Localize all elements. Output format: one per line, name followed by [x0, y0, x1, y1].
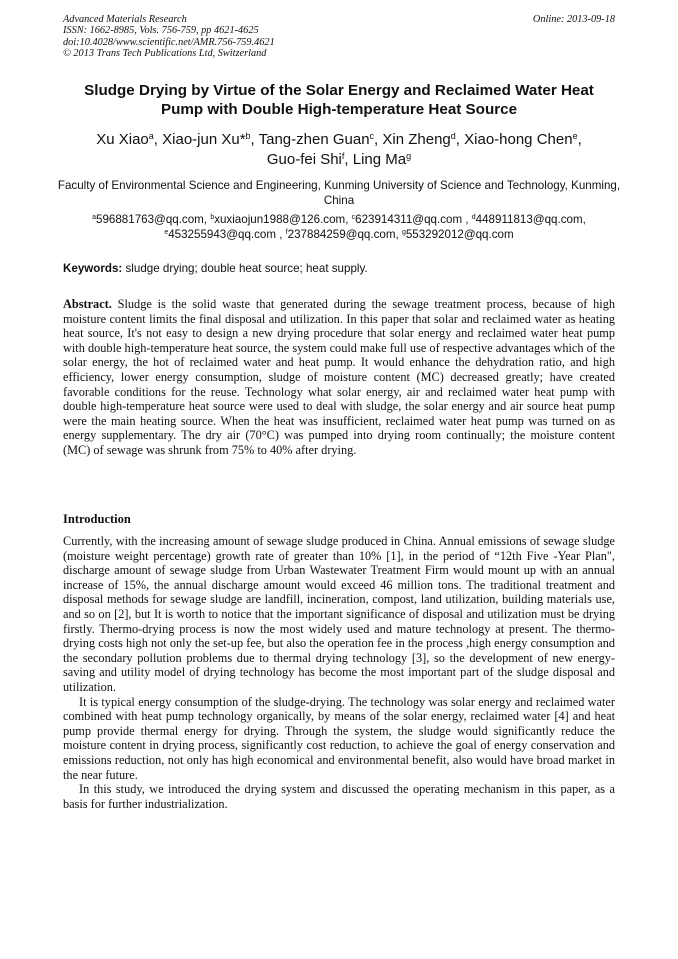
issn-line: ISSN: 1662-8985, Vols. 756-759, pp 4621-4625 — [63, 25, 259, 37]
author: Xiao-hong Chen$^e$ — [464, 131, 578, 148]
online-date: Online: 2013-09-18 — [532, 14, 615, 25]
abstract-label: Abstract. — [63, 297, 112, 311]
email[interactable]: $^a$596881763@qq.com — [92, 213, 204, 226]
author: Xiao-jun Xu*$^b$ — [162, 131, 251, 148]
author: Tang-zhen Guan$^c$ — [258, 131, 375, 148]
email[interactable]: $^c$623914311@qq.com — [351, 213, 463, 226]
paper-title — [40, 81, 638, 119]
keywords-text: sludge drying; double heat source; heat supply. — [122, 262, 368, 275]
email-list: $^a$596881763@qq.com, $^b$xuxiaojun1988@126.com, $^c$623914311@qq.com , $^d$448911813@qq.com, $^e$453255943@qq.com , $^f$237884259@qq.com, $^g$553292012@qq.com — [92, 213, 586, 241]
journal-header — [63, 14, 615, 59]
section-heading-introduction: Introduction — [63, 512, 131, 526]
author: Ling Ma$^g$ — [352, 151, 412, 168]
paragraph: In this study, we introduced the drying system and discussed the operating mechanism in this paper, as a basis for further industrialization. — [63, 782, 615, 811]
email[interactable]: $^d$448911813@qq.com — [471, 213, 583, 226]
email[interactable]: $^e$453255943@qq.com — [164, 228, 277, 241]
journal-name: Advanced Materials Research — [63, 14, 187, 25]
introduction-body — [63, 534, 615, 811]
email[interactable]: $^f$237884259@qq.com — [285, 228, 396, 241]
copyright-line: © 2013 Trans Tech Publications Ltd, Switzerland — [63, 47, 267, 59]
email[interactable]: $^g$553292012@qq.com — [401, 228, 514, 241]
title-line-1: Sludge Drying by Virtue of the Solar Energy and Reclaimed Water Heat — [84, 82, 594, 99]
title-line-2: Pump with Double High-temperature Heat Source — [160, 101, 518, 118]
author: Xu Xiao$^a$ — [96, 131, 154, 148]
email[interactable]: $^b$xuxiaojun1988@126.com — [210, 213, 346, 226]
paragraph: It is typical energy consumption of the sludge-drying. The technology was solar energy and reclaimed water combined with heat pump technology organically, by means of the solar energy, reclaimed water [4] and heat pump provide thermal energy for drying. Through the system, the sludge would significantly reduce the moisture content in drying process, significantly cost reduction, to achieve the goal of energy conservation and emissions reduction, not only has high economical and environmental benefit, also would have broad market in the near future. — [63, 694, 615, 782]
author: Xin Zheng$^d$ — [382, 131, 456, 148]
abstract-text: Sludge is the solid waste that generated during the sewage treatment process, because of high moisture content limits the final disposal and utilization. In this paper that solar and reclaimed water as heating heat source, It's not easy to design a new drying procedure that solar energy and reclaimed water heat pump with double high-temperature heat source, the system could make full use of respective advantages which of the solar energy, the hot of reclaimed water and heat pump. It would enhance the dehydration ratio, and high efficiency, lower energy consumption, sludge of moisture content (MC) decreased greatly; have created favorable conditions for the reuse. Technology what solar energy, air and reclaimed water heat pump with double high-temperature heat source were used to deal with sludge, the solar energy and air source heat pump were the main heating source. When the heat was insufficient, reclaimed water heat pump was turned on as energy supplementary. The dry air (70°C) was pumped into drying room continually; the moisture content (MC) of sewage was shrunk from 75% to 40% after drying. — [63, 297, 615, 457]
abstract — [63, 297, 615, 458]
keywords-label: Keywords: — [63, 262, 123, 275]
keywords — [63, 262, 615, 276]
paragraph: Currently, with the increasing amount of sewage sludge produced in China. Annual emissions of sewage sludge (moisture weight percentage) growth rate of greater than 10% [1], in the period of “12th Five -Year Plan", discharge amount of sewage sludge from Urban Wastewater Treatment Firm would mount up with an annual increase of 15%, the annual discharge amount would exceed 46 million tons. The traditional treatment and disposal methods for sewage sludge are landfill, incineration, compost, land utilization, building materials use, and so on [2], but It is worth to notice that the important significance of disposal and utilization must be drying firstly. Thermo-drying process is now the most widely used and mature technology at present. The thermo-drying costs high not only the set-up fee, but also the operation fee in the process ,high energy consumption and the secondary pollution problems due to thermal drying technology [3], so the development of new energy-saving and utility model of drying technology has become the most important part of the sludge disposal and utilization. — [63, 534, 615, 694]
author: Guo-fei Shi$^f$ — [266, 151, 345, 168]
author-list: Xu Xiao$^a$, Xiao-jun Xu*$^b$, Tang-zhen Guan$^c$, Xin Zheng$^d$, Xiao-hong Chen$^e$, Guo-fei Shi$^f$, Ling Ma$^g$ — [96, 131, 582, 168]
affiliation: Faculty of Environmental Science and Engineering, Kunming University of Science and Technology, Kunming, China — [57, 179, 621, 207]
doi-line: doi:10.4028/www.scientific.net/AMR.756-759.4621 — [63, 36, 275, 48]
